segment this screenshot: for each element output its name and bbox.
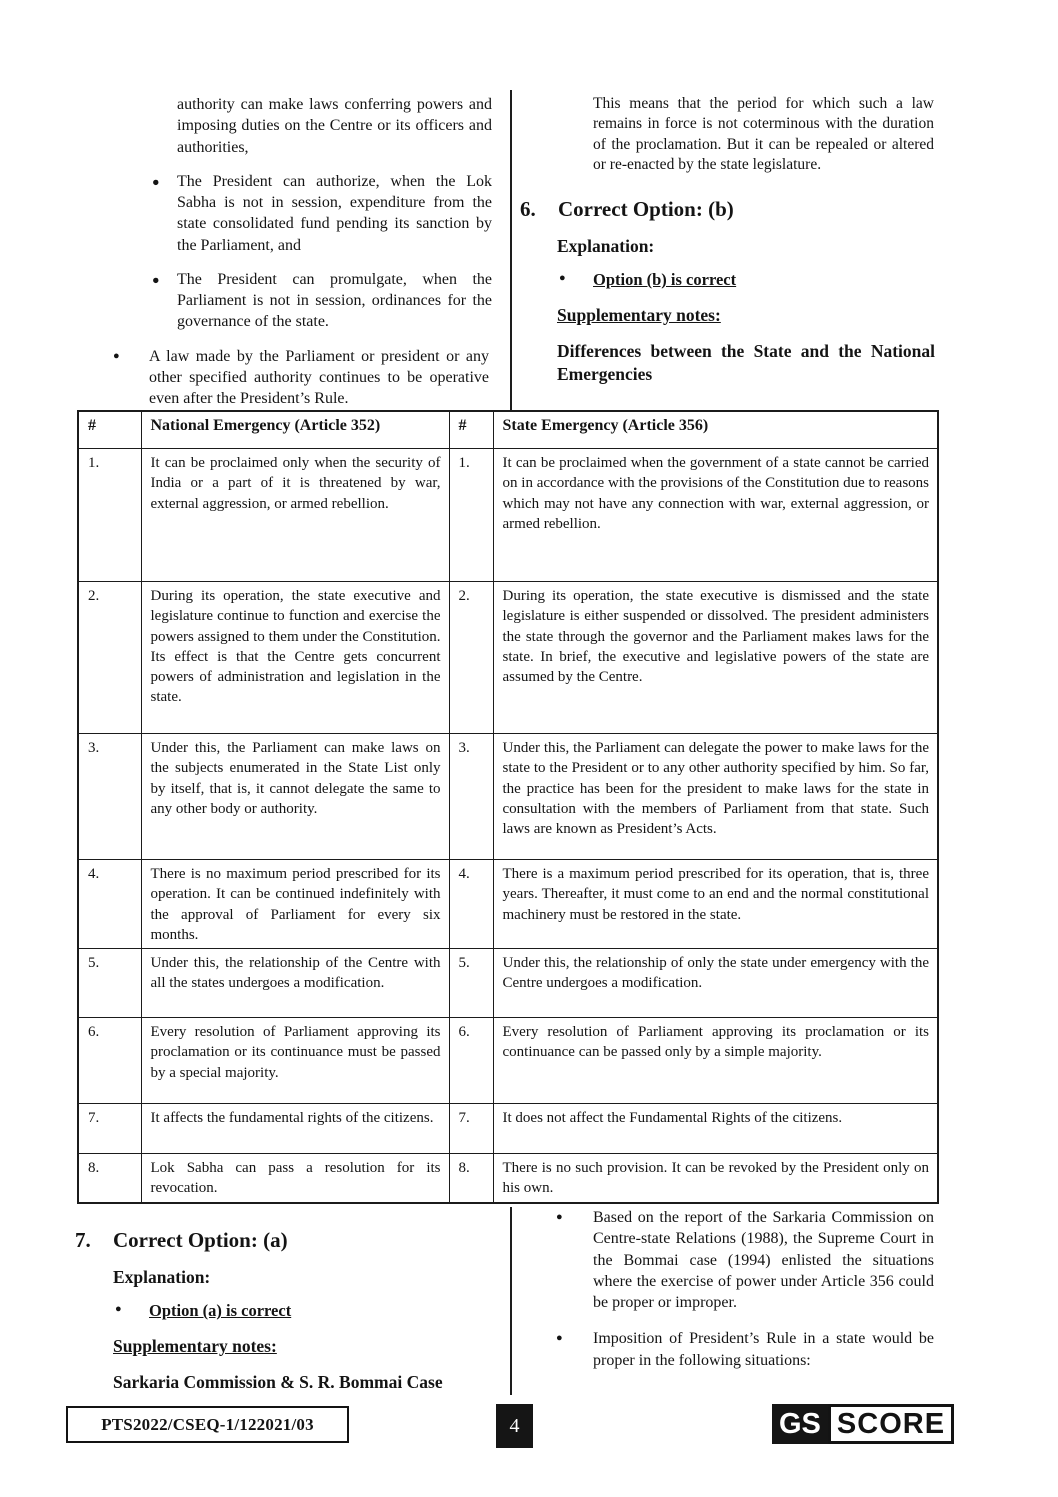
- section-number: 6.: [520, 196, 536, 221]
- page-number: 4: [496, 1404, 533, 1448]
- row-number-cell: 1.: [449, 449, 493, 582]
- row-number-cell: 2.: [78, 582, 141, 734]
- section-heading: [75, 1227, 505, 1253]
- comparison-table-wrap: [77, 410, 939, 1204]
- state-emergency-cell: There is a maximum period prescribed for its operation, that is, three years. Thereafter, it must come to an end and the normal constitutional machinery must be restored in the state.: [493, 860, 938, 949]
- option-bullet-item: [115, 1300, 505, 1322]
- header-hash: #: [78, 411, 141, 449]
- bullet-item: [520, 1207, 938, 1313]
- state-emergency-cell: It does not affect the Fundamental Rights of the citizens.: [493, 1104, 938, 1154]
- notes-subtitle: Differences between the State and the National Emergencies: [557, 341, 935, 385]
- row-number-cell: 1.: [78, 449, 141, 582]
- bullet-icon: ●: [113, 349, 120, 362]
- row-number-cell: 6.: [78, 1018, 141, 1104]
- national-emergency-cell: Every resolution of Parliament approving its proclamation or its continuance must be passed by a special majority.: [141, 1018, 449, 1104]
- bullet-item: [520, 1328, 938, 1371]
- bullet-item: [110, 346, 495, 410]
- bullet-icon: ●: [556, 1211, 563, 1223]
- national-emergency-cell: It can be proclaimed only when the security of India or a part of it is threatened by war, external aggression, or armed rebellion.: [141, 449, 449, 582]
- state-emergency-cell: Under this, the relationship of only the state under emergency with the Centre undergoes a modification.: [493, 949, 938, 1018]
- table-header-row: [78, 411, 938, 449]
- notes-subtitle: Sarkaria Commission & S. R. Bommai Case: [113, 1372, 443, 1393]
- table-row: [78, 734, 938, 860]
- bullet-text: A law made by the Parliament or president or any other specified authority continues to be operative even after the President’s Rule.: [149, 347, 489, 408]
- row-number-cell: 4.: [449, 860, 493, 949]
- row-number-cell: 5.: [78, 949, 141, 1018]
- column-divider: [510, 1207, 512, 1395]
- continuation-paragraph: authority can make laws conferring powers and imposing duties on the Centre or its officers and authorities,: [177, 96, 492, 156]
- table-row: [78, 449, 938, 582]
- row-number-cell: 8.: [449, 1154, 493, 1203]
- bullet-icon: ●: [152, 272, 160, 287]
- state-emergency-cell: During its operation, the state executive is dismissed and the state legislature is either suspended or dissolved. The president administers the state through the governor and the Parliament makes laws for the state. In brief, the executive and legislative powers of the state are assumed by the Centre.: [493, 582, 938, 734]
- supplementary-notes-label: Supplementary notes:: [113, 1336, 277, 1357]
- explanation-label: Explanation:: [557, 236, 655, 257]
- bottom-left-column: [75, 1207, 505, 1394]
- state-emergency-cell: There is no such provision. It can be revoked by the President only on his own.: [493, 1154, 938, 1203]
- row-number-cell: 7.: [78, 1104, 141, 1154]
- sub-bullet-item: [110, 269, 495, 333]
- bullet-icon: ●: [556, 1332, 563, 1345]
- row-number-cell: 3.: [78, 734, 141, 860]
- section-title: Correct Option: (a): [113, 1228, 288, 1252]
- bottom-right-column: [520, 1207, 938, 1386]
- table-row: [78, 949, 938, 1018]
- row-number-cell: 4.: [78, 860, 141, 949]
- row-number-cell: 5.: [449, 949, 493, 1018]
- row-number-cell: 8.: [78, 1154, 141, 1203]
- national-emergency-cell: Under this, the relationship of the Centre with all the states undergoes a modification.: [141, 949, 449, 1018]
- section-number: 7.: [75, 1228, 91, 1252]
- bullet-icon: ●: [152, 174, 160, 189]
- logo-score-block: SCORE: [828, 1404, 954, 1444]
- row-number-cell: 2.: [449, 582, 493, 734]
- supplementary-notes-label: Supplementary notes:: [557, 304, 721, 325]
- correct-option-text: Option (b) is correct: [593, 270, 737, 290]
- explanation-label: Explanation:: [113, 1267, 211, 1288]
- table-row: [78, 1154, 938, 1203]
- bullet-text: Imposition of President’s Rule in a state would be proper in the following situations:: [593, 1330, 934, 1369]
- comparison-table: [77, 410, 939, 1204]
- state-emergency-cell: Under this, the Parliament can delegate the power to make laws for the state to the President or to any other authority specified by him. So far, the practice has been for the president to make laws for the state in consultation with the members of Parliament from that state. Such laws are known as President’s Acts.: [493, 734, 938, 860]
- national-emergency-cell: Under this, the Parliament can make laws on the subjects enumerated in the State List only by itself, that is, it cannot delegate the same to any other body or authority.: [141, 734, 449, 860]
- table-row: [78, 582, 938, 734]
- option-bullet-item: [559, 269, 938, 291]
- national-emergency-cell: During its operation, the state executive and legislature continue to function and exercise the powers assigned to them under the Constitution. Its effect is that the Centre gets concurrent powers of administration and legislation in the state.: [141, 582, 449, 734]
- national-emergency-cell: Lok Sabha can pass a resolution for its revocation.: [141, 1154, 449, 1203]
- correct-option-text: Option (a) is correct: [149, 1301, 292, 1321]
- continuation-paragraph: This means that the period for which such a law remains in force is not coterminous with the duration of the proclamation. But it can be repealed or altered or re-enacted by the state legislature.: [593, 95, 934, 174]
- footer-code-text: PTS2022/CSEQ-1/122021/03: [101, 1414, 314, 1434]
- gs-score-logo: [772, 1404, 954, 1444]
- header-national-emergency: National Emergency (Article 352): [141, 411, 449, 449]
- national-emergency-cell: There is no maximum period prescribed for its operation. It can be continued indefinitely with the approval of Parliament for every six months.: [141, 860, 449, 949]
- table-row: [78, 1018, 938, 1104]
- logo-gs-block: GS: [772, 1404, 828, 1444]
- sub-bullet-text: The President can promulgate, when the Parliament is not in session, ordinances for the governance of the state.: [177, 270, 492, 331]
- table-row: [78, 1104, 938, 1154]
- state-emergency-cell: It can be proclaimed when the government of a state cannot be carried on in accordance with the provisions of the Constitution due to reasons which may not have any connection with war, external aggression, or armed rebellion.: [493, 449, 938, 582]
- bullet-icon: ●: [115, 1303, 122, 1316]
- column-divider: [510, 90, 512, 410]
- row-number-cell: 7.: [449, 1104, 493, 1154]
- row-number-cell: 6.: [449, 1018, 493, 1104]
- footer-code-box: [66, 1406, 349, 1443]
- sub-bullet-item: [110, 171, 495, 256]
- bullet-icon: ●: [559, 272, 566, 285]
- bullet-text: Based on the report of the Sarkaria Commission on Centre-state Relations (1988), the Supreme Court in the Bommai case (1994) enlisted the situations where the exercise of power under Article 356 could be proper or improper.: [593, 1209, 934, 1312]
- national-emergency-cell: It affects the fundamental rights of the citizens.: [141, 1104, 449, 1154]
- top-left-column: [110, 94, 495, 409]
- table-row: [78, 860, 938, 949]
- section-heading: [520, 196, 938, 222]
- sub-bullet-text: The President can authorize, when the Lok Sabha is not in session, expenditure from the state consolidated fund pending its sanction by the Parliament, and: [177, 172, 492, 254]
- top-right-column: [520, 94, 938, 387]
- section-title: Correct Option: (b): [558, 196, 734, 221]
- state-emergency-cell: Every resolution of Parliament approving its proclamation or its continuance can be passed only by a simple majority.: [493, 1018, 938, 1104]
- header-state-emergency: State Emergency (Article 356): [493, 411, 938, 449]
- row-number-cell: 3.: [449, 734, 493, 860]
- header-hash: #: [449, 411, 493, 449]
